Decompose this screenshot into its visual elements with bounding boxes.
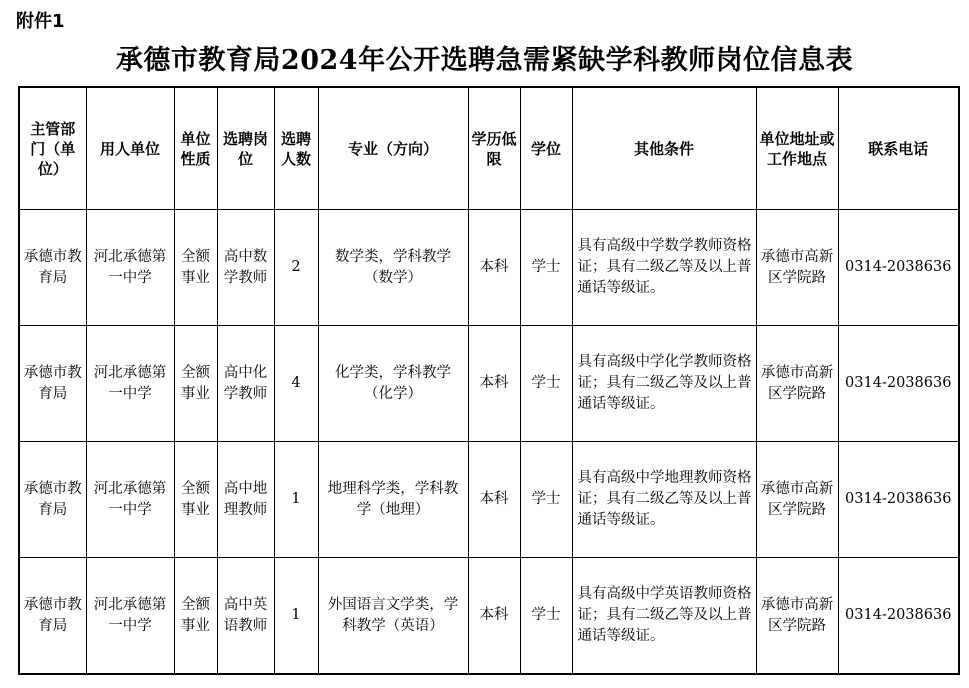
conditions-cell: 具有高级中学地理教师资格证；具有二级乙等及以上普通话等级证。 <box>572 442 756 558</box>
unit-type-cell: 全额事业 <box>174 558 217 675</box>
header-cell: 主管部门（单位） <box>19 87 86 210</box>
major-cell: 数学类，学科教学（数学） <box>318 210 468 326</box>
employer-cell: 河北承德第一中学 <box>86 442 174 558</box>
employer-cell: 河北承德第一中学 <box>86 326 174 442</box>
header-cell: 单位地址或工作地点 <box>756 87 838 210</box>
header-cell: 其他条件 <box>572 87 756 210</box>
position-cell: 高中地理教师 <box>217 442 274 558</box>
headcount-cell: 2 <box>274 210 318 326</box>
table-row <box>19 442 959 558</box>
degree-cell: 学士 <box>520 210 572 326</box>
header-cell: 学位 <box>520 87 572 210</box>
degree-cell: 学士 <box>520 442 572 558</box>
conditions-cell: 具有高级中学化学教师资格证；具有二级乙等及以上普通话等级证。 <box>572 326 756 442</box>
phone-cell: 0314-2038636 <box>838 210 959 326</box>
education-cell: 本科 <box>468 326 520 442</box>
position-cell: 高中化学教师 <box>217 326 274 442</box>
position-cell: 高中数学教师 <box>217 210 274 326</box>
major-cell: 化学类，学科教学（化学） <box>318 326 468 442</box>
header-cell: 学历低限 <box>468 87 520 210</box>
headcount-cell: 1 <box>274 442 318 558</box>
address-cell: 承德市高新区学院路 <box>756 326 838 442</box>
address-cell: 承德市高新区学院路 <box>756 210 838 326</box>
unit-type-cell: 全额事业 <box>174 326 217 442</box>
page-title: 承德市教育局2024年公开选聘急需紧缺学科教师岗位信息表 <box>115 45 854 76</box>
department-cell: 承德市教育局 <box>19 210 86 326</box>
table-row <box>19 558 959 675</box>
positions-table <box>18 86 960 675</box>
degree-cell: 学士 <box>520 326 572 442</box>
header-cell: 选聘岗位 <box>217 87 274 210</box>
table-row <box>19 210 959 326</box>
conditions-cell: 具有高级中学英语教师资格证；具有二级乙等及以上普通话等级证。 <box>572 558 756 675</box>
unit-type-cell: 全额事业 <box>174 210 217 326</box>
department-cell: 承德市教育局 <box>19 558 86 675</box>
department-cell: 承德市教育局 <box>19 442 86 558</box>
address-cell: 承德市高新区学院路 <box>756 558 838 675</box>
header-cell: 联系电话 <box>838 87 959 210</box>
header-cell: 专业（方向） <box>318 87 468 210</box>
headcount-cell: 4 <box>274 326 318 442</box>
header-cell: 用人单位 <box>86 87 174 210</box>
phone-cell: 0314-2038636 <box>838 558 959 675</box>
major-cell: 外国语言文学类，学科教学（英语） <box>318 558 468 675</box>
attachment-label: 附件1 <box>16 11 65 32</box>
employer-cell: 河北承德第一中学 <box>86 210 174 326</box>
degree-cell: 学士 <box>520 558 572 675</box>
unit-type-cell: 全额事业 <box>174 442 217 558</box>
headcount-cell: 1 <box>274 558 318 675</box>
position-cell: 高中英语教师 <box>217 558 274 675</box>
table-row <box>19 326 959 442</box>
department-cell: 承德市教育局 <box>19 326 86 442</box>
phone-cell: 0314-2038636 <box>838 326 959 442</box>
header-cell: 单位性质 <box>174 87 217 210</box>
major-cell: 地理科学类，学科教学（地理） <box>318 442 468 558</box>
education-cell: 本科 <box>468 442 520 558</box>
employer-cell: 河北承德第一中学 <box>86 558 174 675</box>
header-cell: 选聘人数 <box>274 87 318 210</box>
address-cell: 承德市高新区学院路 <box>756 442 838 558</box>
education-cell: 本科 <box>468 558 520 675</box>
education-cell: 本科 <box>468 210 520 326</box>
table-header-row <box>19 87 959 210</box>
conditions-cell: 具有高级中学数学教师资格证；具有二级乙等及以上普通话等级证。 <box>572 210 756 326</box>
phone-cell: 0314-2038636 <box>838 442 959 558</box>
